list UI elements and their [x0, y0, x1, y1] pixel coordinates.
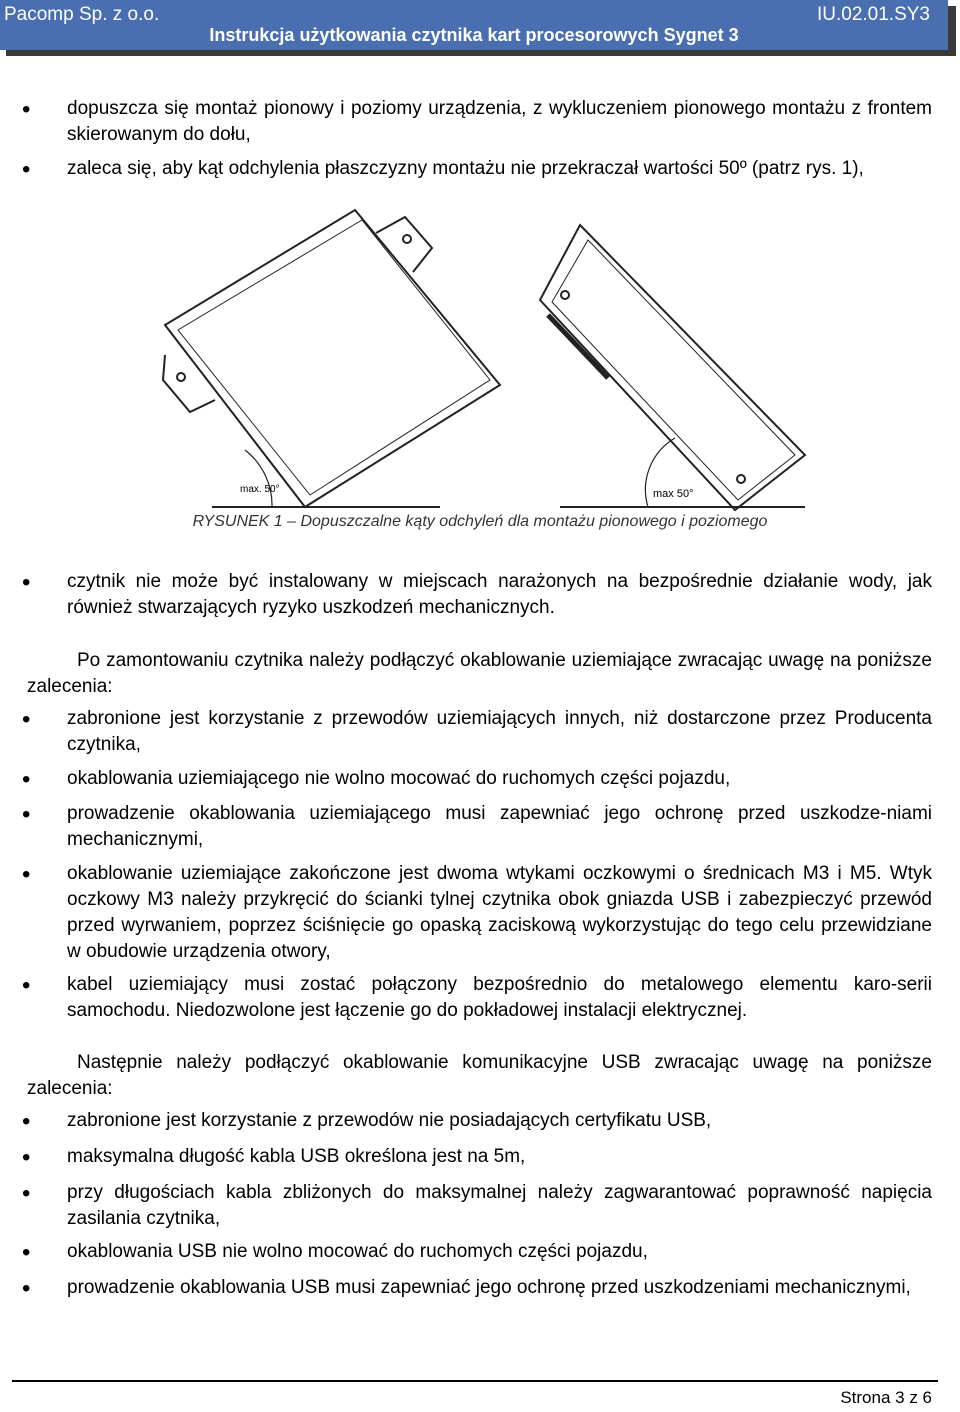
bullet-marker: •: [22, 706, 31, 733]
paragraph: Po zamontowaniu czytnika należy podłączyć okablowanie uziemiające zwracając uwagę na poniższe zalecenia:: [27, 650, 932, 697]
bullet-marker: •: [22, 861, 31, 888]
page-number: Strona 3 z 6: [840, 1388, 932, 1407]
list-item: okablowania USB nie wolno mocować do ruchomych części pojazdu,: [67, 1241, 648, 1262]
figure-caption: RYSUNEK 1 – Dopuszczalne kąty odchyleń dla montażu pionowego i poziomego: [192, 513, 768, 530]
mounting-angle-figure: [0, 0, 960, 540]
list-item: czytnik nie może być instalowany w miejscach narażonych na bezpośrednie działanie wody, jak również stwarzających ryzyko uszkodzeń mechanicznych.: [67, 571, 932, 618]
list-item: maksymalna długość kabla USB określona jest na 5m,: [67, 1146, 526, 1167]
list-item: okablowania uziemiającego nie wolno mocować do ruchomych części pojazdu,: [67, 768, 731, 789]
angle-label-left: max. 50°: [240, 484, 280, 495]
bullet-marker: •: [22, 1108, 31, 1135]
list-item: zaleca się, aby kąt odchylenia płaszczyzny montażu nie przekraczał wartości 50º (patrz rys. 1),: [67, 158, 864, 179]
footer-rule: [12, 1380, 938, 1382]
list-item: przy długościach kabla zbliżonych do maksymalnej należy zagwarantować poprawność napięcia zasilania czytnika,: [67, 1182, 932, 1229]
list-item: okablowanie uziemiające zakończone jest dwoma wtykami oczkowymi o średnicach M3 i M5. Wtyk oczkowy M3 należy przykręcić do ścianki tylnej czytnika obok gniazda USB i zabezpieczyć przewód przed wyrwaniem, poprzez ściśnięcie go opaską zaciskową wykorzystując do tego celu przewidziane w obudowie urządzenia otwory,: [67, 863, 932, 962]
list-item: dopuszcza się montaż pionowy i poziomy urządzenia, z wykluczeniem pionowego montażu z frontem skierowanym do dołu,: [67, 98, 932, 145]
bullet-marker: •: [22, 156, 31, 183]
bullet-marker: •: [22, 801, 31, 828]
bullet-marker: •: [22, 1144, 31, 1171]
bullet-marker: •: [22, 96, 31, 123]
list-item: kabel uziemiający musi zostać połączony bezpośrednio do metalowego elementu karo-serii samochodu. Niedozwolone jest łączenie go do pokładowej instalacji elektrycznej.: [67, 974, 932, 1021]
bullet-marker: •: [22, 569, 31, 596]
bullet-marker: •: [22, 972, 31, 999]
bullet-marker: •: [22, 766, 31, 793]
list-item: zabronione jest korzystanie z przewodów nie posiadających certyfikatu USB,: [67, 1110, 712, 1131]
bullet-marker: •: [22, 1275, 31, 1302]
angle-label-right: max 50°: [653, 488, 694, 500]
document-title: Instrukcja użytkowania czytnika kart procesorowych Sygnet 3: [209, 25, 739, 45]
company-name: Pacomp Sp. z o.o.: [4, 4, 160, 25]
document-code: IU.02.01.SY3: [816, 4, 930, 25]
list-item: prowadzenie okablowania USB musi zapewniać jego ochronę przed uszkodzeniami mechanicznymi,: [67, 1277, 911, 1298]
bullet-marker: •: [22, 1239, 31, 1266]
bullet-marker: •: [22, 1180, 31, 1207]
paragraph: Następnie należy podłączyć okablowanie komunikacyjne USB zwracając uwagę na poniższe zalecenia:: [27, 1052, 932, 1099]
list-item: zabronione jest korzystanie z przewodów uziemiających innych, niż dostarczone przez Producenta czytnika,: [67, 708, 932, 755]
list-item: prowadzenie okablowania uziemiającego musi zapewniać jego ochronę przed uszkodze-niami mechanicznymi,: [67, 803, 932, 850]
